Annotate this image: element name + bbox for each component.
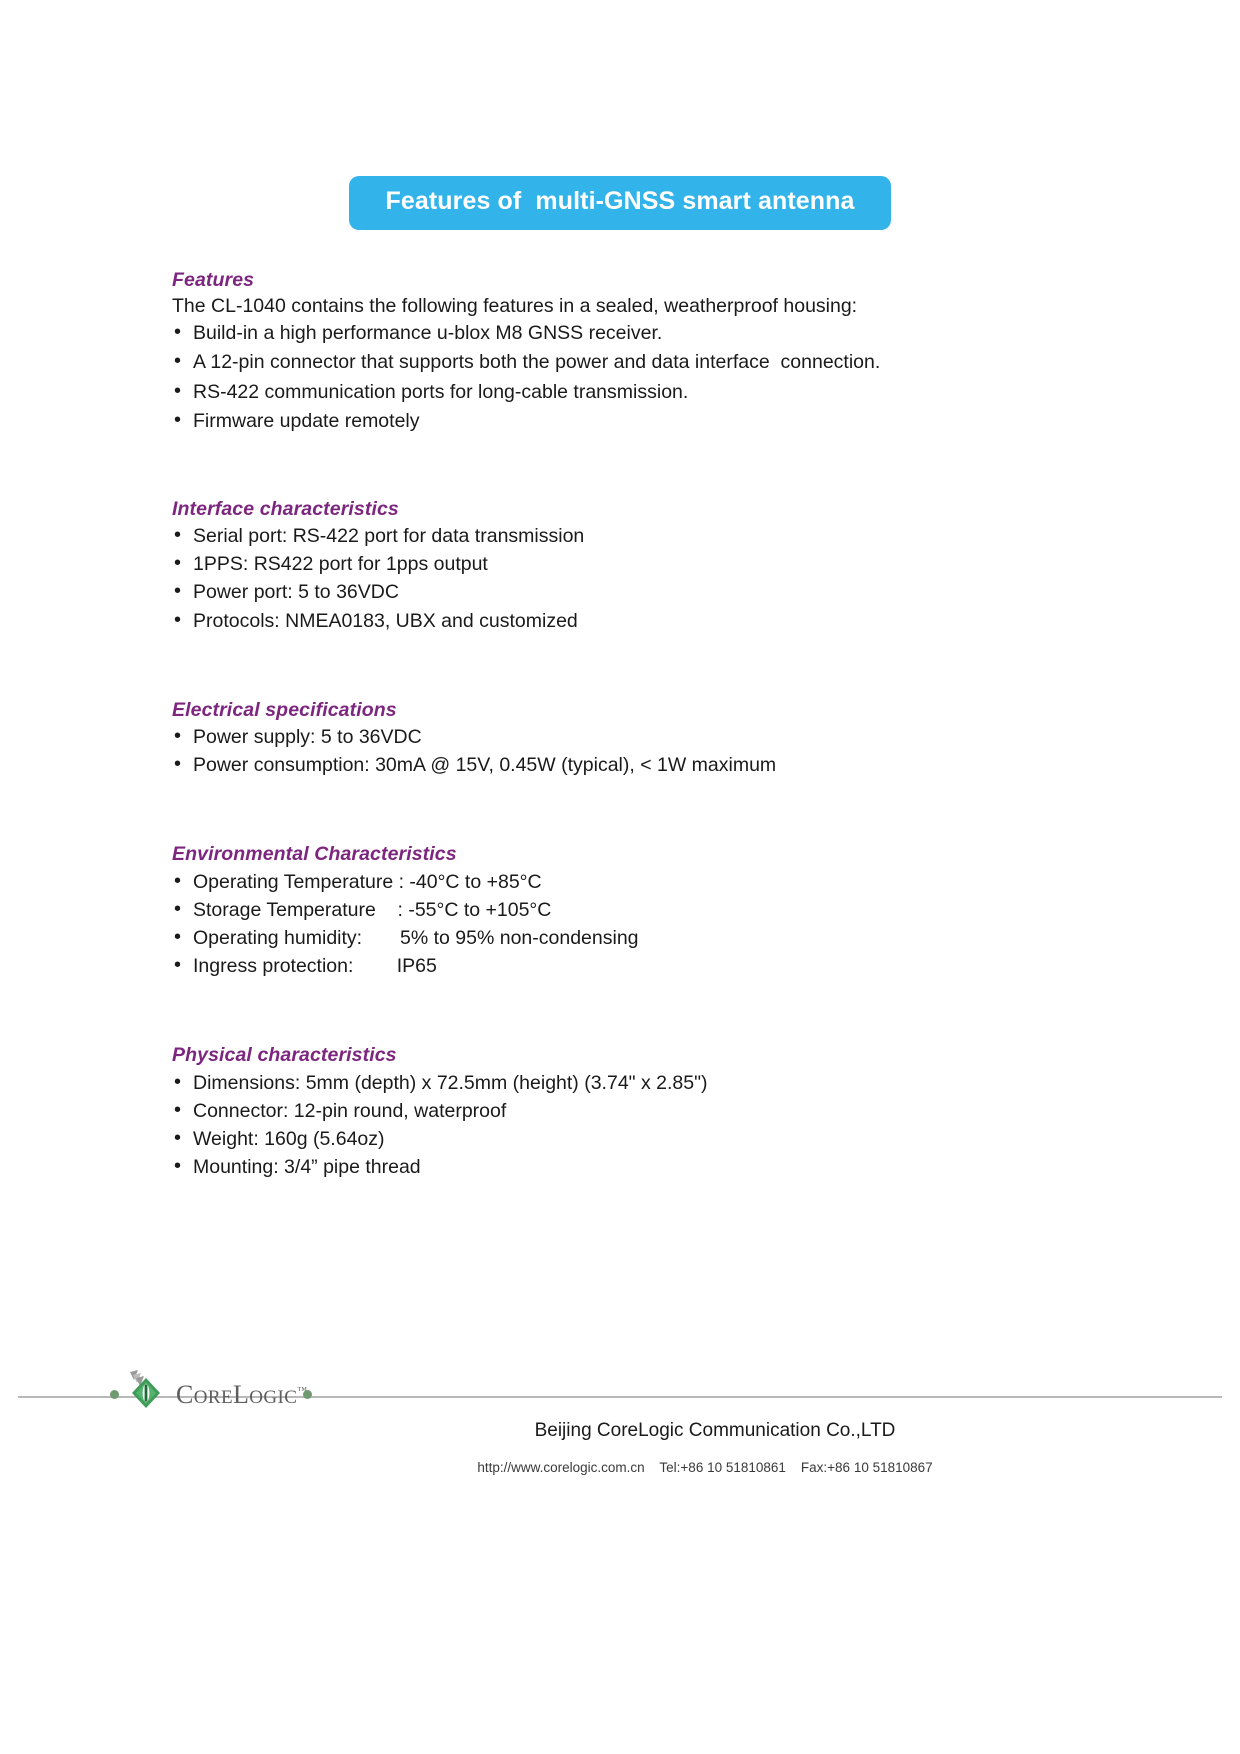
section-heading-features: Features [172, 269, 255, 291]
section-heading-interface: Interface characteristics [172, 497, 399, 520]
list-item: • Build-in a high performance u-blox M8 GNSS receiver. [172, 320, 1132, 346]
page-footer [0, 1368, 1240, 1528]
list-item: • Mounting: 3/4” pipe thread [172, 1154, 1132, 1180]
document-body [172, 268, 1132, 1182]
list-item: • Power port: 5 to 36VDC [172, 579, 1132, 605]
list-item: • Storage Temperature : -55°C to +105°C [172, 897, 1132, 923]
logo-diamond-icon [124, 1368, 168, 1418]
logo-wordmark [176, 1380, 308, 1410]
section-environmental-characteristics [172, 842, 1132, 979]
section-heading-electrical: Electrical specifications [172, 698, 397, 721]
list-item: • Operating humidity: 5% to 95% non-condensing [172, 925, 1132, 951]
page-title-banner: Features of multi-GNSS smart antenna [349, 176, 890, 230]
contact-info: http://www.corelogic.com.cn Tel:+86 10 51810861 Fax:+86 10 51810867 [477, 1460, 933, 1475]
list-item: • Power consumption: 30mA @ 15V, 0.45W (typical), < 1W maximum [172, 752, 1132, 778]
logo-letter-c: C [176, 1380, 194, 1409]
corelogic-logo [124, 1368, 308, 1418]
trademark-icon: ™ [297, 1385, 308, 1397]
list-item: • A 12-pin connector that supports both the power and data interface connection. [172, 349, 1132, 375]
electrical-list [172, 724, 1132, 778]
features-list [172, 320, 1132, 434]
section-electrical-specifications [172, 698, 1132, 779]
section-interface-characteristics [172, 497, 1132, 634]
section-heading-physical: Physical characteristics [172, 1044, 397, 1067]
section-physical-characteristics [172, 1043, 1132, 1180]
logo-letters-ore: ORE [193, 1387, 233, 1408]
spacer [172, 780, 1132, 842]
spacer [172, 981, 1132, 1043]
list-item: • 1PPS: RS422 port for 1pps output [172, 551, 1132, 577]
spacer [172, 636, 1132, 698]
list-item: • Firmware update remotely [172, 408, 1132, 434]
list-item: • Weight: 160g (5.64oz) [172, 1126, 1132, 1152]
company-name: Beijing CoreLogic Communication Co.,LTD [534, 1420, 896, 1441]
list-item: • Ingress protection: IP65 [172, 953, 1132, 979]
environmental-list [172, 869, 1132, 980]
banner-container [0, 176, 1240, 230]
section-features [172, 268, 1132, 434]
list-item: • Operating Temperature : -40°C to +85°C [172, 869, 1132, 895]
list-item: • Connector: 12-pin round, waterproof [172, 1098, 1132, 1124]
spacer [172, 437, 1132, 497]
list-item: • RS-422 communication ports for long-cable transmission. [172, 379, 1132, 405]
interface-list [172, 523, 1132, 634]
list-item: • Serial port: RS-422 port for data transmission [172, 523, 1132, 549]
logo-letters-ogic: OGIC [249, 1387, 298, 1408]
list-item: • Power supply: 5 to 36VDC [172, 724, 1132, 750]
features-intro-text: The CL-1040 contains the following features in a sealed, weatherproof housing: [172, 295, 858, 318]
footer-dot-left-icon [110, 1390, 119, 1399]
section-heading-environmental: Environmental Characteristics [172, 843, 457, 866]
list-item: • Protocols: NMEA0183, UBX and customized [172, 608, 1132, 634]
logo-letter-l: L [232, 1380, 250, 1409]
list-item: • Dimensions: 5mm (depth) x 72.5mm (height) (3.74" x 2.85") [172, 1070, 1132, 1096]
physical-list [172, 1070, 1132, 1181]
